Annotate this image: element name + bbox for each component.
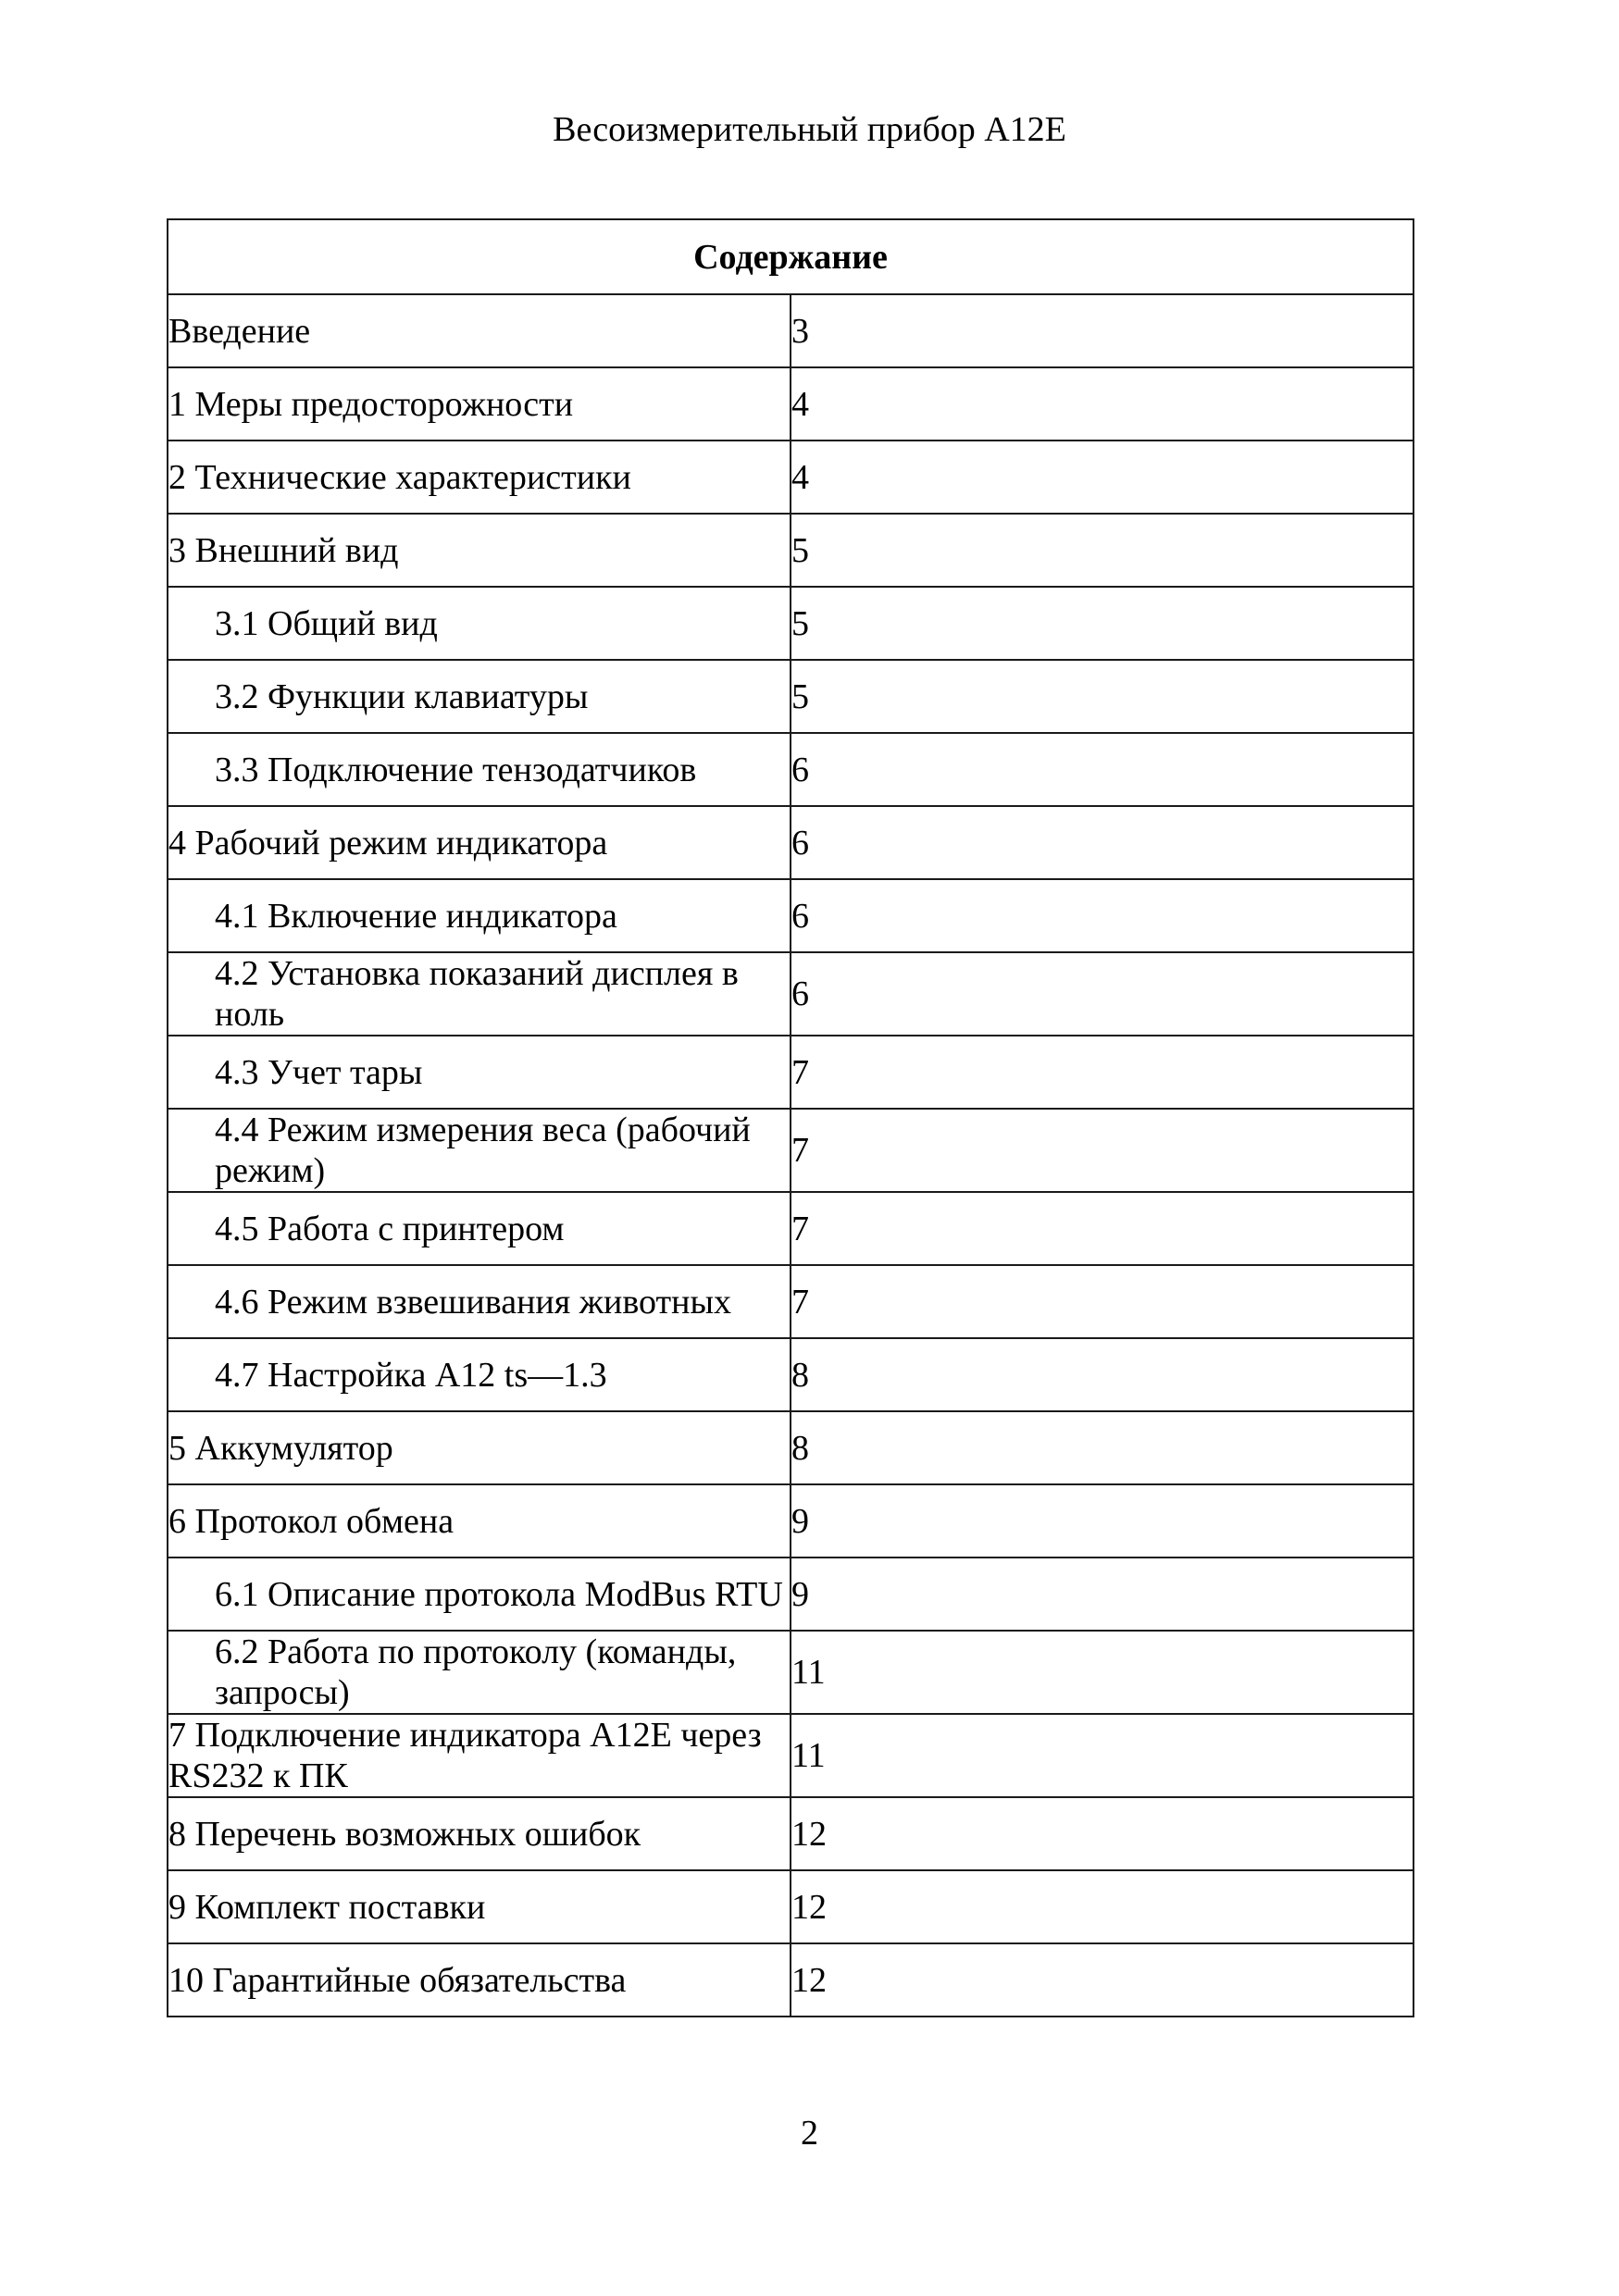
- toc-entry-page: 12: [791, 1870, 1414, 1943]
- toc-entry[interactable]: [168, 879, 1414, 952]
- toc-entry-page: 6: [791, 952, 1414, 1036]
- toc-entry-label[interactable]: 6.2 Работа по протоколу (команды, запросы): [168, 1631, 791, 1714]
- toc-entry[interactable]: [168, 1338, 1414, 1411]
- toc-entry-page: 8: [791, 1411, 1414, 1484]
- page-number: 2: [801, 2114, 818, 2153]
- toc-entry[interactable]: [168, 1631, 1414, 1714]
- toc-entry-label[interactable]: 6 Протокол обмена: [168, 1484, 791, 1558]
- toc-entry-page: 9: [791, 1558, 1414, 1631]
- toc-entry-page: 4: [791, 441, 1414, 514]
- toc-entry[interactable]: [168, 1265, 1414, 1338]
- toc-entry-page: 11: [791, 1714, 1414, 1797]
- toc-entry[interactable]: [168, 806, 1414, 879]
- toc-entry[interactable]: [168, 1558, 1414, 1631]
- toc-entry-page: 8: [791, 1338, 1414, 1411]
- toc-entry-page: 12: [791, 1943, 1414, 2017]
- toc-entry[interactable]: [168, 660, 1414, 733]
- toc-entry-page: 5: [791, 660, 1414, 733]
- toc-entry-label[interactable]: 3.3 Подключение тензодатчиков: [168, 733, 791, 806]
- toc-entry-page: 4: [791, 367, 1414, 441]
- toc-entry-label[interactable]: 3 Внешний вид: [168, 514, 791, 587]
- toc-entry[interactable]: [168, 587, 1414, 660]
- toc-entry-page: 6: [791, 733, 1414, 806]
- toc-entry-label[interactable]: 6.1 Описание протокола ModBus RTU: [168, 1558, 791, 1631]
- toc-entry[interactable]: [168, 1714, 1414, 1797]
- toc-entry-page: 3: [791, 294, 1414, 367]
- toc-title-row: [168, 219, 1414, 294]
- toc-entry-label[interactable]: 7 Подключение индикатора А12Е через RS232 к ПК: [168, 1714, 791, 1797]
- toc-entry-label[interactable]: 4.6 Режим взвешивания животных: [168, 1265, 791, 1338]
- toc-entry[interactable]: [168, 294, 1414, 367]
- toc-entry-page: 6: [791, 879, 1414, 952]
- toc-entry-page: 5: [791, 514, 1414, 587]
- toc-entry-label[interactable]: 4.3 Учет тары: [168, 1036, 791, 1109]
- toc-entry[interactable]: [168, 1943, 1414, 2017]
- toc-entry-page: 6: [791, 806, 1414, 879]
- toc-entry-page: 7: [791, 1192, 1414, 1265]
- toc-entry-label[interactable]: 5 Аккумулятор: [168, 1411, 791, 1484]
- toc-entry-label[interactable]: 4 Рабочий режим индикатора: [168, 806, 791, 879]
- toc-entry[interactable]: [168, 1484, 1414, 1558]
- toc-entry-label[interactable]: Введение: [168, 294, 791, 367]
- toc-entry-label[interactable]: 9 Комплект поставки: [168, 1870, 791, 1943]
- toc-entry-label[interactable]: 4.1 Включение индикатора: [168, 879, 791, 952]
- toc-entry-label[interactable]: 4.5 Работа с принтером: [168, 1192, 791, 1265]
- toc-entry-label[interactable]: 2 Технические характеристики: [168, 441, 791, 514]
- toc-entry[interactable]: [168, 952, 1414, 1036]
- toc-entry-page: 11: [791, 1631, 1414, 1714]
- toc-entry[interactable]: [168, 1797, 1414, 1870]
- table-of-contents: [167, 218, 1414, 2017]
- toc-entry[interactable]: [168, 1192, 1414, 1265]
- toc-entry[interactable]: [168, 1036, 1414, 1109]
- toc-entry-label[interactable]: 3.2 Функции клавиатуры: [168, 660, 791, 733]
- toc-entry-label[interactable]: 3.1 Общий вид: [168, 587, 791, 660]
- toc-entry-label[interactable]: 1 Меры предосторожности: [168, 367, 791, 441]
- toc-entry-page: 7: [791, 1109, 1414, 1192]
- toc-entry[interactable]: [168, 1870, 1414, 1943]
- toc-entry-page: 5: [791, 587, 1414, 660]
- toc-title: Содержание: [168, 219, 1414, 294]
- toc-entry-page: 7: [791, 1265, 1414, 1338]
- toc-entry[interactable]: [168, 733, 1414, 806]
- toc-entry-label[interactable]: 10 Гарантийные обязательства: [168, 1943, 791, 2017]
- toc-entry[interactable]: [168, 1109, 1414, 1192]
- toc-entry[interactable]: [168, 441, 1414, 514]
- toc-entry[interactable]: [168, 367, 1414, 441]
- toc-entry-page: 12: [791, 1797, 1414, 1870]
- toc-entries: [168, 294, 1414, 2017]
- toc-entry-label[interactable]: 4.2 Установка показаний дисплея в ноль: [168, 952, 791, 1036]
- toc-entry-label[interactable]: 8 Перечень возможных ошибок: [168, 1797, 791, 1870]
- toc-entry-label[interactable]: 4.4 Режим измерения веса (рабочий режим): [168, 1109, 791, 1192]
- document-header-title: Весоизмерительный прибор А12Е: [553, 110, 1066, 149]
- toc-entry-page: 9: [791, 1484, 1414, 1558]
- toc-entry-label[interactable]: 4.7 Настройка А12 ts—1.3: [168, 1338, 791, 1411]
- toc-entry-page: 7: [791, 1036, 1414, 1109]
- toc-entry[interactable]: [168, 1411, 1414, 1484]
- toc-entry[interactable]: [168, 514, 1414, 587]
